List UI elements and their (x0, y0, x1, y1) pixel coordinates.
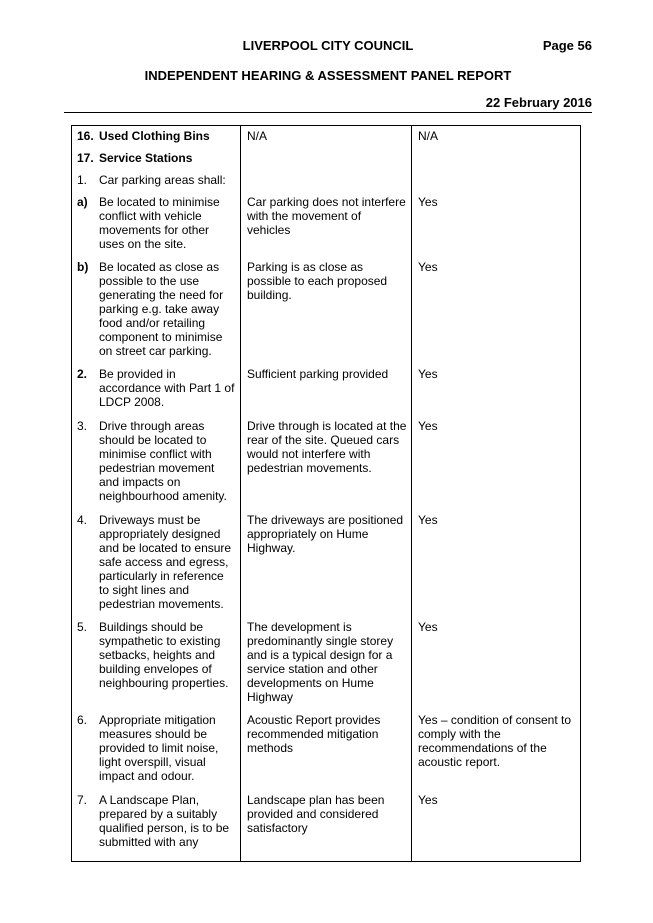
comment-cell: The development is predominantly single storey and is a typical design for a service station and other developments on Hume Highway (241, 617, 412, 710)
item-text: Appropriate mitigation measures should be provided to limit noise, light overspill, visual impact and odour. (99, 712, 219, 783)
control-cell (72, 364, 241, 416)
table-row (72, 790, 581, 862)
item-text: Buildings should be sympathetic to existing setbacks, heights and building envelopes of neighbouring properties. (99, 619, 229, 690)
report-title: INDEPENDENT HEARING & ASSESSMENT PANEL REPORT (144, 68, 512, 83)
comment-cell (241, 170, 412, 192)
item-text: Used Clothing Bins (99, 129, 210, 143)
item-number: a) (77, 194, 88, 209)
compliance-cell: Yes (412, 416, 581, 510)
control-cell (72, 416, 241, 510)
comment-cell: Drive through is located at the rear of the site. Queued cars would not interfere with pedestrian movements. (241, 416, 412, 510)
comment-cell (241, 148, 412, 170)
control-cell (72, 170, 241, 192)
item-text: Be located as close as possible to the use generating the need for parking e.g. take away food and/or retailing component to minimise on street car parking. (99, 259, 224, 358)
table-row (72, 416, 581, 510)
item-number: 2. (77, 366, 88, 381)
item-number: 4. (77, 512, 88, 527)
report-date: 22 February 2016 (485, 95, 592, 110)
control-cell (72, 148, 241, 170)
control-cell (72, 510, 241, 617)
council-name: LIVERPOOL CITY COUNCIL (242, 38, 414, 53)
table-row (72, 710, 581, 790)
compliance-cell: Yes (412, 510, 581, 617)
table-row (72, 170, 581, 192)
item-number: 17. (77, 150, 94, 165)
control-cell (72, 126, 241, 148)
comment-cell: N/A (241, 126, 412, 148)
table-row (72, 510, 581, 617)
header-line (64, 38, 592, 56)
compliance-cell (412, 148, 581, 170)
item-text: Car parking areas shall: (99, 172, 226, 187)
item-text: A Landscape Plan, prepared by a suitably qualified person, is to be submitted with any (99, 792, 230, 849)
compliance-cell: Yes (412, 257, 581, 364)
item-text: Be provided in accordance with Part 1 of LDCP 2008. (99, 366, 235, 409)
item-text: Drive through areas should be located to minimise conflict with pedestrian movement and impacts on neighbourhood amenity. (99, 418, 227, 503)
compliance-cell: N/A (412, 126, 581, 148)
item-number: 3. (77, 418, 88, 433)
table-row (72, 364, 581, 416)
item-text: Be located to minimise conflict with vehicle movements for other uses on the site. (99, 194, 220, 251)
control-cell (72, 257, 241, 364)
table-row (72, 126, 581, 148)
control-cell (72, 790, 241, 862)
compliance-cell: Yes (412, 617, 581, 710)
compliance-cell: Yes (412, 364, 581, 416)
item-number: 1. (77, 172, 88, 187)
control-cell (72, 710, 241, 790)
item-text: Driveways must be appropriately designed and be located to ensure safe access and egress, particularly in reference to sight lines and pedestrian movements. (99, 512, 232, 611)
item-number: 7. (77, 792, 88, 807)
control-cell (72, 192, 241, 257)
table-row (72, 148, 581, 170)
comment-cell: Sufficient parking provided (241, 364, 412, 416)
item-number: 5. (77, 619, 88, 634)
control-cell (72, 617, 241, 710)
comment-cell: Parking is as close as possible to each proposed building. (241, 257, 412, 364)
item-number: b) (77, 259, 89, 274)
compliance-cell (412, 170, 581, 192)
compliance-table (71, 125, 581, 862)
item-number: 6. (77, 712, 88, 727)
page-number: Page 56 (542, 38, 592, 53)
compliance-cell: Yes (412, 790, 581, 862)
item-text: Service Stations (99, 150, 193, 165)
header-rule (64, 112, 592, 113)
comment-cell: Acoustic Report provides recommended mitigation methods (241, 710, 412, 790)
item-number: 16. (77, 129, 94, 143)
table-row (72, 617, 581, 710)
comment-cell: Landscape plan has been provided and considered satisfactory (241, 790, 412, 862)
compliance-cell: Yes (412, 192, 581, 257)
comment-cell: The driveways are positioned appropriately on Hume Highway. (241, 510, 412, 617)
comment-cell: Car parking does not interfere with the movement of vehicles (241, 192, 412, 257)
table-row (72, 257, 581, 364)
table-row (72, 192, 581, 257)
compliance-cell: Yes – condition of consent to comply with the recommendations of the acoustic report. (412, 710, 581, 790)
